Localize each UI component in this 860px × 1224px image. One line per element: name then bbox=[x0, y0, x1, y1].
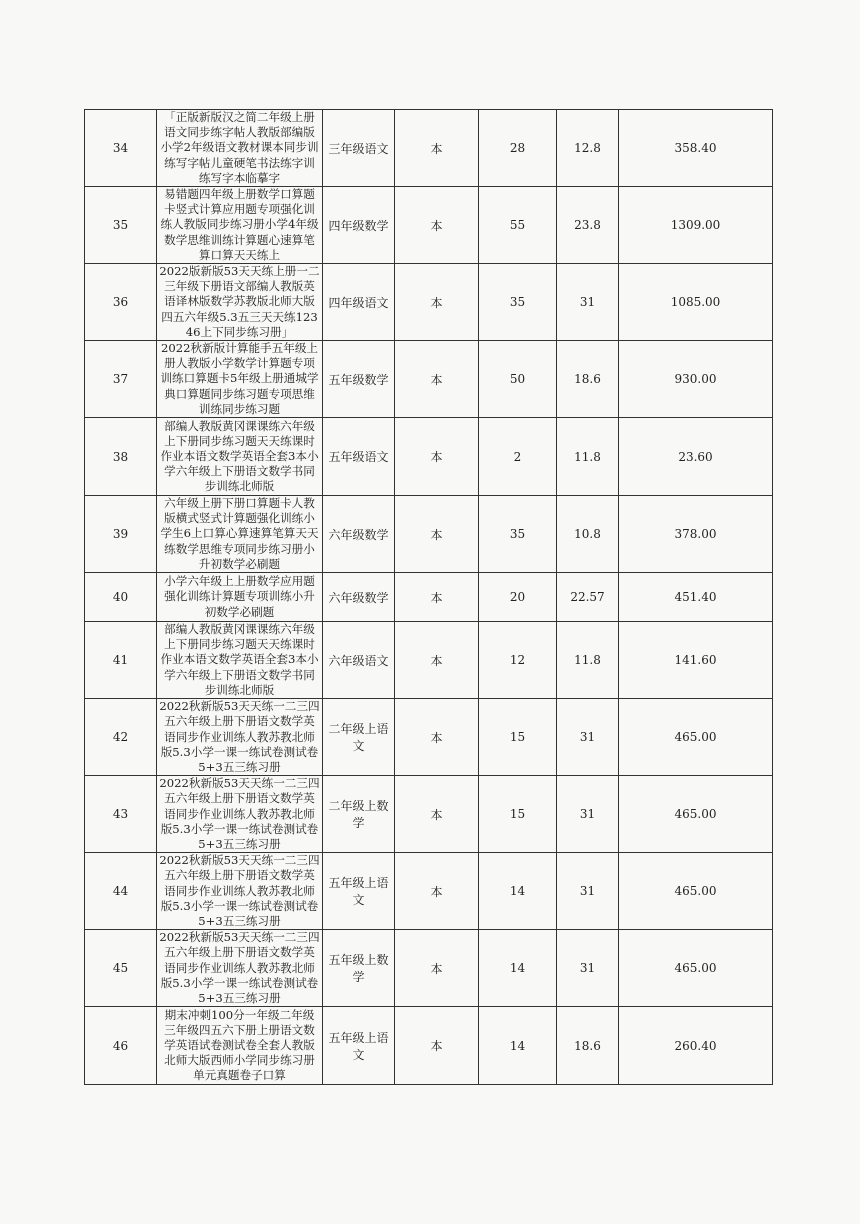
amount: 1309.00 bbox=[619, 187, 773, 264]
unit: 本 bbox=[395, 418, 479, 496]
grade-subject: 五年级上语文 bbox=[323, 853, 395, 930]
table-row bbox=[85, 187, 773, 264]
product-name: 期末冲刺100分一年级二年级三年级四五六下册上册语文数学英语试卷测试卷全套人教版北师大版西师小学同步练习册单元真题卷子口算 bbox=[157, 1007, 323, 1085]
unit-price: 10.8 bbox=[557, 496, 619, 573]
unit: 本 bbox=[395, 110, 479, 187]
unit-price: 18.6 bbox=[557, 1007, 619, 1085]
quantity: 12 bbox=[479, 622, 557, 699]
row-number: 34 bbox=[85, 110, 157, 187]
table-body bbox=[85, 110, 773, 1085]
quantity: 50 bbox=[479, 341, 557, 418]
amount: 465.00 bbox=[619, 699, 773, 776]
unit-price: 31 bbox=[557, 264, 619, 341]
grade-subject: 六年级数学 bbox=[323, 496, 395, 573]
grade-subject: 五年级数学 bbox=[323, 341, 395, 418]
quantity: 28 bbox=[479, 110, 557, 187]
quantity: 2 bbox=[479, 418, 557, 496]
unit: 本 bbox=[395, 496, 479, 573]
amount: 465.00 bbox=[619, 853, 773, 930]
table-row bbox=[85, 1007, 773, 1085]
unit: 本 bbox=[395, 930, 479, 1007]
grade-subject: 五年级上数学 bbox=[323, 930, 395, 1007]
unit-price: 31 bbox=[557, 853, 619, 930]
unit: 本 bbox=[395, 776, 479, 853]
quantity: 15 bbox=[479, 776, 557, 853]
product-name: 部编人教版黄冈课课练六年级上下册同步练习题天天练课时作业本语文数学英语全套3本小学六年级上下册语文数学书同步训练北师版 bbox=[157, 418, 323, 496]
unit: 本 bbox=[395, 187, 479, 264]
quantity: 35 bbox=[479, 496, 557, 573]
amount: 141.60 bbox=[619, 622, 773, 699]
product-name: 部编人教版黄冈课课练六年级上下册同步练习题天天练课时作业本语文数学英语全套3本小学六年级上下册语文数学书同步训练北师版 bbox=[157, 622, 323, 699]
quantity: 35 bbox=[479, 264, 557, 341]
row-number: 36 bbox=[85, 264, 157, 341]
row-number: 39 bbox=[85, 496, 157, 573]
quantity: 14 bbox=[479, 930, 557, 1007]
grade-subject: 四年级数学 bbox=[323, 187, 395, 264]
table-row bbox=[85, 264, 773, 341]
grade-subject: 三年级语文 bbox=[323, 110, 395, 187]
amount: 930.00 bbox=[619, 341, 773, 418]
table-row bbox=[85, 853, 773, 930]
grade-subject: 五年级上语文 bbox=[323, 1007, 395, 1085]
table-row bbox=[85, 930, 773, 1007]
unit: 本 bbox=[395, 699, 479, 776]
unit: 本 bbox=[395, 264, 479, 341]
row-number: 43 bbox=[85, 776, 157, 853]
unit: 本 bbox=[395, 573, 479, 622]
grade-subject: 六年级数学 bbox=[323, 573, 395, 622]
grade-subject: 二年级上语文 bbox=[323, 699, 395, 776]
row-number: 45 bbox=[85, 930, 157, 1007]
table-row bbox=[85, 776, 773, 853]
amount: 451.40 bbox=[619, 573, 773, 622]
quantity: 14 bbox=[479, 1007, 557, 1085]
amount: 358.40 bbox=[619, 110, 773, 187]
unit-price: 11.8 bbox=[557, 418, 619, 496]
unit: 本 bbox=[395, 341, 479, 418]
amount: 23.60 bbox=[619, 418, 773, 496]
product-name: 易错题四年级上册数学口算题卡竖式计算应用题专项强化训练人教版同步练习册小学4年级数学思维训练计算题心速算笔算口算天天练上 bbox=[157, 187, 323, 264]
unit-price: 31 bbox=[557, 776, 619, 853]
unit-price: 23.8 bbox=[557, 187, 619, 264]
product-name: 2022秋新版53天天练一二三四五六年级上册下册语文数学英语同步作业训练人教苏教北师版5.3小学一课一练试卷测试卷5+3五三练习册 bbox=[157, 930, 323, 1007]
quantity: 55 bbox=[479, 187, 557, 264]
table-row bbox=[85, 341, 773, 418]
row-number: 37 bbox=[85, 341, 157, 418]
amount: 465.00 bbox=[619, 930, 773, 1007]
product-name: 小学六年级上上册数学应用题强化训练计算题专项训练小升初数学必刷题 bbox=[157, 573, 323, 622]
product-name: 2022秋新版53天天练一二三四五六年级上册下册语文数学英语同步作业训练人教苏教北师版5.3小学一课一练试卷测试卷5+3五三练习册 bbox=[157, 853, 323, 930]
unit: 本 bbox=[395, 1007, 479, 1085]
unit-price: 22.57 bbox=[557, 573, 619, 622]
product-name: 「正版新版汉之简二年级上册语文同步练字帖人教版部编版 小学2年级语文教材课本同步训练写字帖儿童硬笔书法练字训练写字本临摹字 bbox=[157, 110, 323, 187]
product-name: 六年级上册下册口算题卡人教版横式竖式计算题强化训练小学生6上口算心算速算笔算天天练数学思维专项同步练习册小升初数学必刷题 bbox=[157, 496, 323, 573]
row-number: 38 bbox=[85, 418, 157, 496]
product-name: 2022版新版53天天练上册一二三年级下册语文部编人教版英语译林版数学苏教版北师大版四五六年级5.3五三天天练12346上下同步练习册」 bbox=[157, 264, 323, 341]
unit: 本 bbox=[395, 853, 479, 930]
amount: 378.00 bbox=[619, 496, 773, 573]
row-number: 35 bbox=[85, 187, 157, 264]
grade-subject: 四年级语文 bbox=[323, 264, 395, 341]
grade-subject: 六年级语文 bbox=[323, 622, 395, 699]
table-row bbox=[85, 622, 773, 699]
grade-subject: 二年级上数学 bbox=[323, 776, 395, 853]
purchase-table bbox=[84, 109, 773, 1085]
amount: 260.40 bbox=[619, 1007, 773, 1085]
grade-subject: 五年级语文 bbox=[323, 418, 395, 496]
quantity: 14 bbox=[479, 853, 557, 930]
table-row bbox=[85, 699, 773, 776]
unit-price: 11.8 bbox=[557, 622, 619, 699]
unit-price: 18.6 bbox=[557, 341, 619, 418]
amount: 465.00 bbox=[619, 776, 773, 853]
product-name: 2022秋新版计算能手五年级上册人教版小学数学计算题专项训练口算题卡5年级上册通城学典口算题同步练习题专项思维训练同步练习题 bbox=[157, 341, 323, 418]
row-number: 41 bbox=[85, 622, 157, 699]
table-row bbox=[85, 573, 773, 622]
unit: 本 bbox=[395, 622, 479, 699]
row-number: 42 bbox=[85, 699, 157, 776]
table-row bbox=[85, 496, 773, 573]
product-name: 2022秋新版53天天练一二三四五六年级上册下册语文数学英语同步作业训练人教苏教北师版5.3小学一课一练试卷测试卷5+3五三练习册 bbox=[157, 699, 323, 776]
table-row bbox=[85, 110, 773, 187]
unit-price: 31 bbox=[557, 930, 619, 1007]
quantity: 20 bbox=[479, 573, 557, 622]
quantity: 15 bbox=[479, 699, 557, 776]
unit-price: 12.8 bbox=[557, 110, 619, 187]
row-number: 46 bbox=[85, 1007, 157, 1085]
amount: 1085.00 bbox=[619, 264, 773, 341]
row-number: 44 bbox=[85, 853, 157, 930]
row-number: 40 bbox=[85, 573, 157, 622]
unit-price: 31 bbox=[557, 699, 619, 776]
table-row bbox=[85, 418, 773, 496]
product-name: 2022秋新版53天天练一二三四五六年级上册下册语文数学英语同步作业训练人教苏教北师版5.3小学一课一练试卷测试卷5+3五三练习册 bbox=[157, 776, 323, 853]
